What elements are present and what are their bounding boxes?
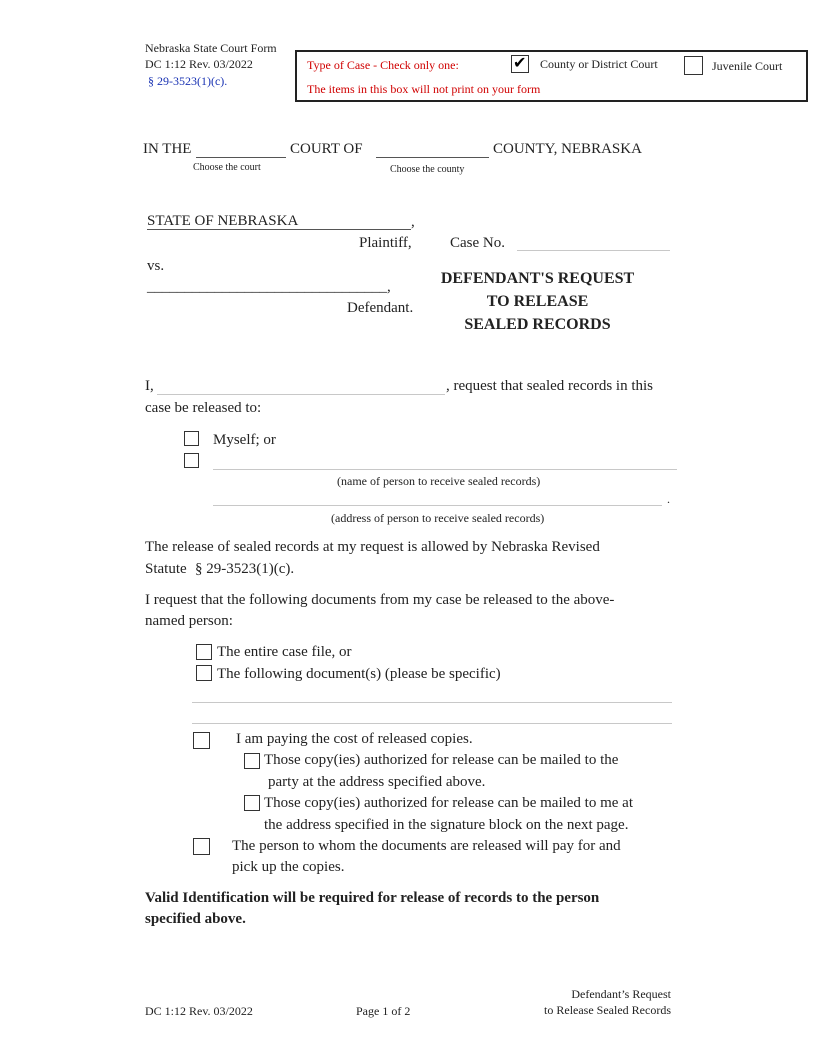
person-pays-line-2: pick up the copies. (232, 859, 345, 875)
court-hint: Choose the court (193, 162, 261, 173)
person-pays-checkbox[interactable] (193, 838, 210, 855)
case-type-box (295, 50, 808, 102)
id-notice-line-2: specified above. (145, 911, 246, 927)
plaintiff-label: Plaintiff, (359, 235, 412, 251)
statute-para-line-2-prefix: Statute (145, 561, 187, 577)
following-docs-checkbox[interactable] (196, 665, 212, 681)
address-period: . (667, 492, 670, 506)
documents-line-1: I request that the following documents from my case be released to the above- (145, 592, 615, 608)
mail-party-line-1: Those copy(ies) authorized for release can be mailed to the (264, 752, 619, 768)
statute-para-line-2-statute: § 29-3523(1)(c). (195, 561, 295, 577)
statute-link[interactable]: § 29-3523(1)(c). (148, 74, 228, 88)
recipient-name-caption: (name of person to receive sealed records) (337, 474, 541, 488)
title-line-2: TO RELEASE (486, 293, 589, 310)
form-name: Nebraska State Court Form (145, 41, 277, 55)
juvenile-checkbox[interactable] (684, 56, 703, 75)
court-of-label: COURT OF (290, 141, 363, 157)
plaintiff-name: STATE OF NEBRASKA (147, 213, 299, 229)
recipient-name-input[interactable] (213, 455, 677, 470)
county-select[interactable] (376, 142, 489, 158)
person-pays-line-1: The person to whom the documents are released will pay for and (232, 838, 621, 854)
documents-line-2: named person: (145, 613, 233, 629)
defendant-name-input[interactable] (157, 379, 445, 395)
statute-para-line-1: The release of sealed records at my request is allowed by Nebraska Revised (145, 539, 600, 555)
paying-cost-checkbox[interactable] (193, 732, 210, 749)
documents-list-input-2[interactable] (192, 710, 672, 724)
other-person-checkbox[interactable] (184, 453, 199, 468)
request-text-2: case be released to: (145, 400, 262, 416)
recipient-address-caption: (address of person to receive sealed records) (331, 511, 545, 525)
vs-label: vs. (147, 258, 165, 274)
title-line-3: SEALED RECORDS (464, 316, 611, 333)
mail-me-line-2: the address specified in the signature block on the next page. (264, 817, 629, 833)
myself-label: Myself; or (213, 432, 276, 448)
plaintiff-line (147, 214, 411, 230)
footer-title-line-2: to Release Sealed Records (544, 1003, 671, 1017)
myself-checkbox[interactable] (184, 431, 199, 446)
case-no-label: Case No. (450, 235, 505, 251)
paying-cost-label: I am paying the cost of released copies. (236, 731, 473, 747)
document-title (425, 267, 650, 336)
mail-party-line-2: party at the address specified above. (268, 774, 486, 790)
mail-party-checkbox[interactable] (244, 753, 260, 769)
defendant-name-line[interactable]: ________________________________, (147, 279, 391, 295)
no-print-note: The items in this box will not print on your form (307, 82, 541, 96)
plaintiff-comma: , (411, 214, 415, 230)
request-text: , request that sealed records in this (446, 378, 654, 394)
county-nebraska-label: COUNTY, NEBRASKA (493, 141, 642, 157)
juvenile-label: Juvenile Court (712, 59, 783, 73)
mail-me-line-1: Those copy(ies) authorized for release can be mailed to me at (264, 795, 634, 811)
entire-file-label: The entire case file, or (217, 644, 352, 660)
county-district-checkbox[interactable] (511, 55, 529, 73)
mail-me-checkbox[interactable] (244, 795, 260, 811)
defendant-label: Defendant. (347, 300, 414, 316)
i-label: I, (145, 378, 154, 394)
recipient-address-input[interactable] (213, 492, 662, 506)
following-docs-label: The following document(s) (please be specific) (217, 666, 501, 682)
county-hint: Choose the county (390, 164, 465, 175)
id-notice-line-1: Valid Identification will be required for release of records to the person (145, 890, 600, 906)
case-number-input[interactable] (517, 237, 670, 251)
case-type-prompt: Type of Case - Check only one: (307, 58, 459, 72)
footer-title-line-1: Defendant’s Request (571, 987, 671, 1001)
documents-list-input[interactable] (192, 688, 672, 703)
entire-file-checkbox[interactable] (196, 644, 212, 660)
title-line-1: DEFENDANT'S REQUEST (440, 270, 635, 287)
county-district-label: County or District Court (540, 57, 658, 71)
in-the-label: IN THE (143, 141, 192, 157)
footer-form-id: DC 1:12 Rev. 03/2022 (145, 1004, 253, 1018)
court-select[interactable] (196, 142, 286, 158)
footer-page-number: Page 1 of 2 (356, 1004, 411, 1018)
form-revision: DC 1:12 Rev. 03/2022 (145, 57, 253, 71)
